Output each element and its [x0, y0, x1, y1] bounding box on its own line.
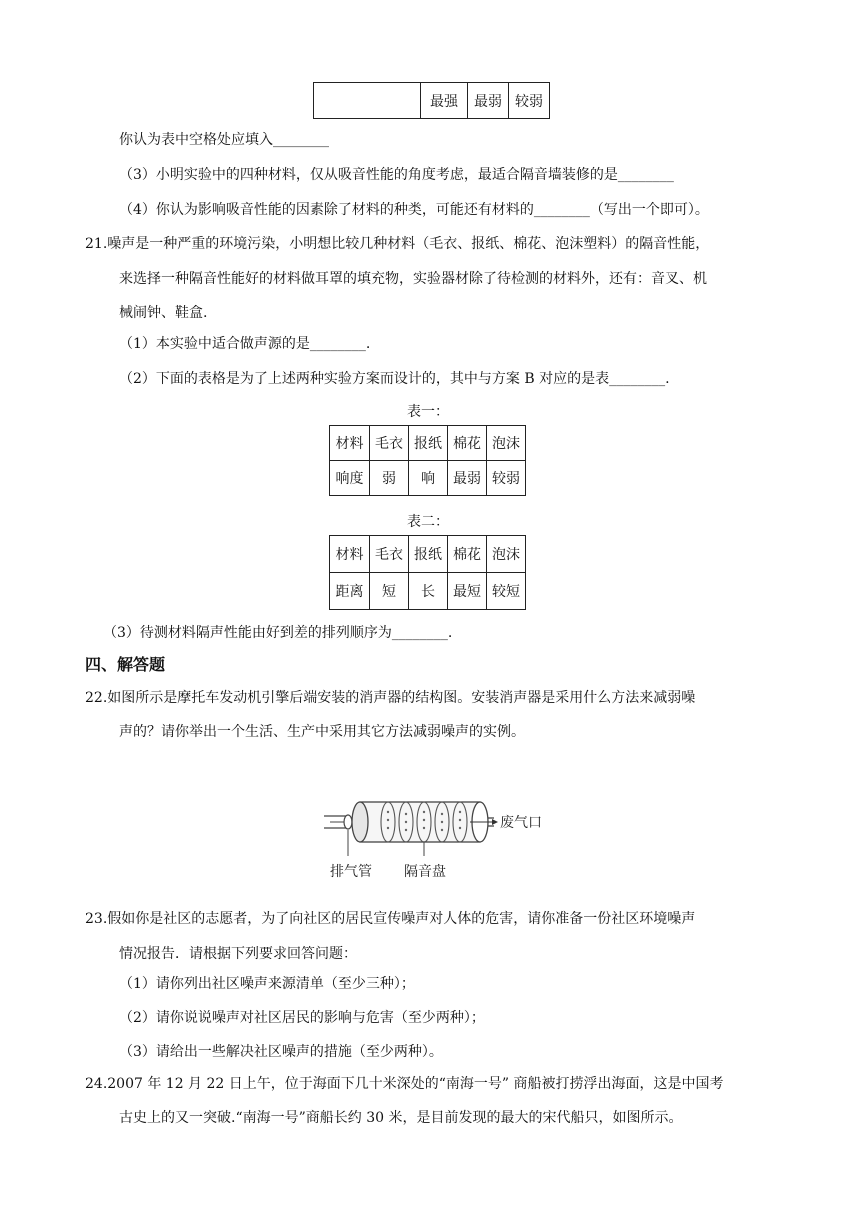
table1-cell: 响度 [330, 461, 370, 496]
table2-cell: 报纸 [409, 536, 448, 573]
table2-cell: 毛衣 [370, 536, 409, 573]
q22-line2: 声的？请你举出一个生活、生产中采用其它方法减弱噪声的实例。 [119, 724, 525, 740]
table1-cell: 材料 [330, 426, 370, 461]
table2-cell: 材料 [330, 536, 370, 573]
table2-cell: 棉花 [448, 536, 487, 573]
q20-part4: （4）你认为影响吸音性能的因素除了材料的种类，可能还有材料的________（写出一个即可）。 [119, 202, 709, 218]
q23-part1: （1）请你列出社区噪声来源清单（至少三种）； [119, 976, 415, 992]
q21-part1: （1）本实验中适合做声源的是________. [119, 336, 371, 352]
table1-cell: 弱 [370, 461, 409, 496]
q21-part2: （2）下面的表格是为了上述两种实验方案而设计的，其中与方案 B 对应的是表________. [119, 371, 670, 387]
table2-cell: 泡沫 [487, 536, 526, 573]
q21-line2: 来选择一种隔音性能好的材料做耳罩的填充物，实验器材除了待检测的材料外，还有：音叉、机 [119, 271, 707, 287]
table2-cell: 短 [370, 573, 409, 610]
table2 [329, 535, 526, 610]
top-table-cell: 最弱 [468, 83, 509, 119]
q21-part3: （3）待测材料隔声性能由好到差的排列顺序为________. [103, 625, 453, 641]
muffler-diagram [322, 790, 552, 882]
q22-line1: 22.如图所示是摩托车发动机引擎后端安装的消声器的结构图。安装消声器是采用什么方法来减弱噪 [85, 690, 696, 706]
table1-cell: 较弱 [487, 461, 526, 496]
table1-caption: 表一： [407, 404, 449, 420]
label-exhaust-pipe: 排气管 [330, 864, 372, 880]
q20-part3: （3）小明实验中的四种材料，仅从吸音性能的角度考虑，最适合隔音墙装修的是________ [119, 167, 674, 183]
label-exhaust-outlet: 废气口 [500, 815, 542, 831]
table1-cell: 报纸 [409, 426, 448, 461]
table1-cell: 棉花 [448, 426, 487, 461]
label-sound-disc: 隔音盘 [404, 864, 446, 880]
q24-line1: 24.2007 年 12 月 22 日上午，位于海面下几十米深处的“南海一号” 商船被打捞浮出海面，这是中国考 [85, 1076, 724, 1092]
top-table-cell [314, 83, 421, 119]
table2-cell: 最短 [448, 573, 487, 610]
q23-part2: （2）请你说说噪声对社区居民的影响与危害（至少两种）； [119, 1010, 485, 1026]
table2-cell: 长 [409, 573, 448, 610]
top-table-cell: 较弱 [509, 83, 550, 119]
table1-cell: 毛衣 [370, 426, 409, 461]
muffler-figure [322, 790, 552, 882]
q20-fill-line: 你认为表中空格处应填入________ [119, 132, 329, 148]
q23-line1: 23.假如你是社区的志愿者，为了向社区的居民宣传噪声对人体的危害，请你准备一份社区环境噪声 [85, 911, 696, 927]
table1-cell: 泡沫 [487, 426, 526, 461]
q23-part3: （3）请给出一些解决社区噪声的措施（至少两种）。 [119, 1044, 443, 1060]
table1 [329, 425, 526, 496]
table2-cell: 距离 [330, 573, 370, 610]
table1-cell: 响 [409, 461, 448, 496]
top-table [313, 82, 550, 119]
table1-cell: 最弱 [448, 461, 487, 496]
table2-cell: 较短 [487, 573, 526, 610]
q24-line2: 古史上的又一突破.“南海一号”商船长约 30 米，是目前发现的最大的宋代船只，如图所示。 [119, 1110, 683, 1126]
q23-line2: 情况报告．请根据下列要求回答问题： [119, 946, 357, 962]
top-table-cell: 最强 [421, 83, 468, 119]
table2-caption: 表二： [407, 514, 449, 530]
q21-line3: 械闹钟、鞋盒. [119, 305, 208, 321]
q21-line1: 21.噪声是一种严重的环境污染，小明想比较几种材料（毛衣、报纸、棉花、泡沫塑料）的隔音性能， [85, 236, 710, 252]
section-heading: 四、解答题 [85, 655, 166, 674]
